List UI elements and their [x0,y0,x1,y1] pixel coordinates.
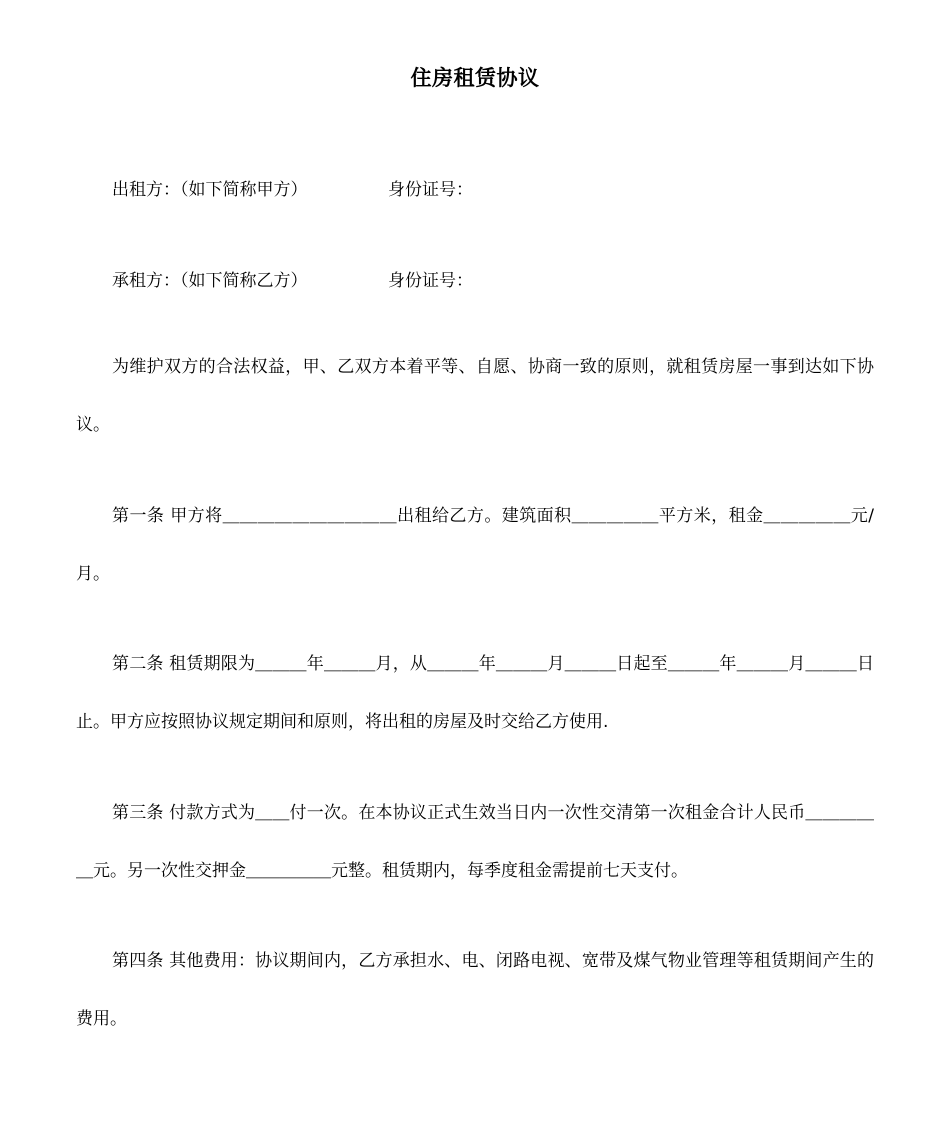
article-3-paragraph: 第三条 付款方式为＿＿付一次。在本协议正式生效当日内一次性交清第一次租金合计人民币＿＿＿＿＿元。另一次性交押金＿＿＿＿＿元整。租赁期内，每季度租金需提前七天支付。 [76,803,874,881]
lessee-label: 承租方：（如下简称乙方） [112,271,308,291]
intro-paragraph: 为维护双方的合法权益，甲、乙双方本着平等、自愿、协商一致的原则，就租赁房屋一事到达如下协议。 [76,357,874,435]
article-2-paragraph: 第二条 租赁期限为＿＿＿年＿＿＿月，从＿＿＿年＿＿＿月＿＿＿日起至＿＿＿年＿＿＿月＿＿＿日止。甲方应按照协议规定期间和原则，将出租的房屋及时交给乙方使用. [76,654,874,732]
lessor-label: 出租方：（如下简称甲方） [112,180,308,200]
lessee-id-label: 身份证号： [388,271,473,291]
lessor-line [112,175,473,200]
lessor-id-label: 身份证号： [388,180,473,200]
article-4-paragraph: 第四条 其他费用：协议期间内，乙方承担水、电、闭路电视、宽带及煤气物业管理等租赁期间产生的费用。 [76,951,874,1029]
lessee-line [112,266,473,291]
document-title: 住房租赁协议 [410,66,540,90]
article-1-paragraph: 第一条 甲方将＿＿＿＿＿＿＿＿＿＿出租给乙方。建筑面积＿＿＿＿＿平方米，租金＿＿＿＿＿元/月。 [76,506,874,584]
